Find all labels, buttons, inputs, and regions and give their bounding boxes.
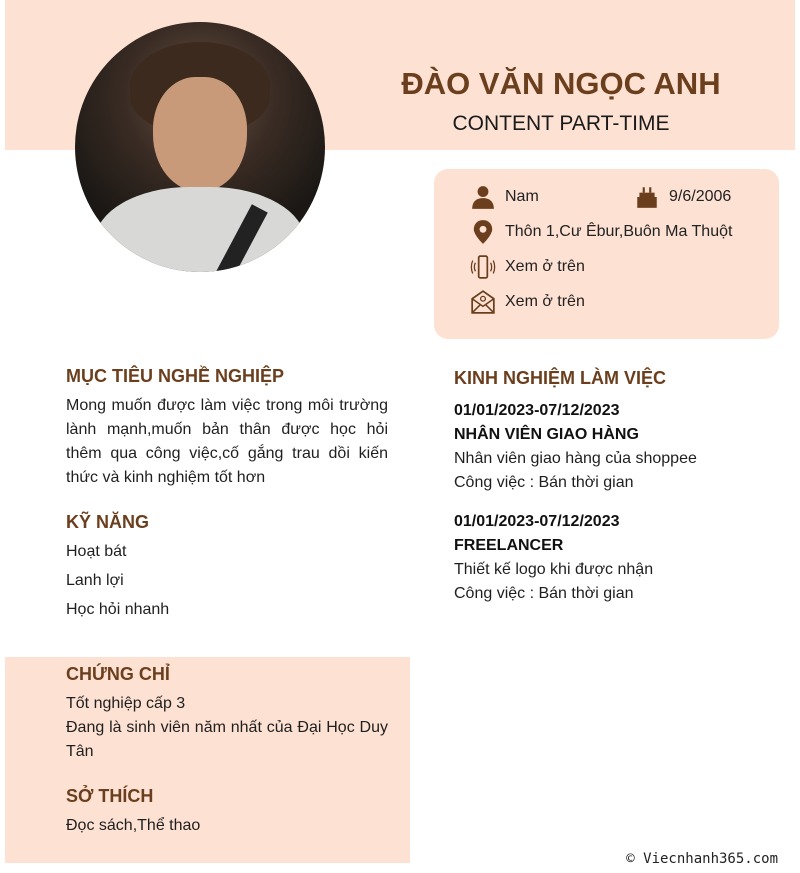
skills-title: KỸ NĂNG [66, 512, 150, 532]
skill-item: Học hỏi nhanh [66, 601, 170, 618]
cake-icon [634, 184, 660, 210]
skill-item: Hoạt bát [66, 543, 127, 560]
job-period: 01/01/2023-07/12/2023 [454, 402, 620, 419]
profile-photo [75, 22, 325, 272]
phone-icon [470, 254, 496, 280]
gender-row [470, 184, 539, 210]
contact-card [434, 169, 779, 339]
objective-text: Mong muốn được làm việc trong môi trường lành mạnh,muốn bản thân được học hỏi thêm qua công việc,cố gắng trau dồi kiến thức và kinh nghiệm tốt hơn [66, 397, 388, 486]
phone-value: Xem ở trên [505, 258, 585, 275]
location-icon [470, 219, 496, 245]
birthday-row [634, 184, 731, 210]
email-value: Xem ở trên [505, 293, 585, 310]
job-description: Nhân viên giao hàng của shoppee [454, 450, 697, 467]
mail-icon [470, 289, 496, 315]
candidate-name: ĐÀO VĂN NGỌC ANH [401, 66, 721, 101]
candidate-role: CONTENT PART-TIME [452, 112, 670, 135]
certificates-title: CHỨNG CHỈ [66, 664, 170, 684]
email-row [470, 289, 585, 315]
job-description: Thiết kế logo khi được nhận [454, 561, 654, 578]
gender-value: Nam [505, 188, 539, 205]
experience-title: KINH NGHIỆM LÀM VIỆC [454, 368, 667, 388]
certificate-item: Tốt nghiệp cấp 3 [66, 695, 186, 712]
objective-title: MỤC TIÊU NGHỀ NGHIỆP [66, 366, 285, 386]
address-row [470, 219, 732, 245]
person-icon [470, 184, 496, 210]
job-position: NHÂN VIÊN GIAO HÀNG [454, 426, 639, 443]
photo-face [153, 77, 247, 192]
phone-row [470, 254, 585, 280]
job-period: 01/01/2023-07/12/2023 [454, 513, 620, 530]
birthday-value: 9/6/2006 [669, 188, 732, 205]
job-type: Công việc : Bán thời gian [454, 585, 634, 602]
photo-body [95, 187, 305, 272]
watermark: © Viecnhanh365.com [626, 851, 778, 867]
hobbies-title: SỞ THÍCH [66, 786, 154, 806]
address-value: Thôn 1,Cư Êbur,Buôn Ma Thuột [505, 223, 733, 240]
certificate-item: Đang là sinh viên năm nhất của Đại Học Duy Tân [66, 719, 388, 760]
hobbies-text: Đọc sách,Thể thao [66, 817, 201, 834]
job-type: Công việc : Bán thời gian [454, 474, 634, 491]
job-position: FREELANCER [454, 537, 564, 554]
skill-item: Lanh lợi [66, 572, 124, 589]
